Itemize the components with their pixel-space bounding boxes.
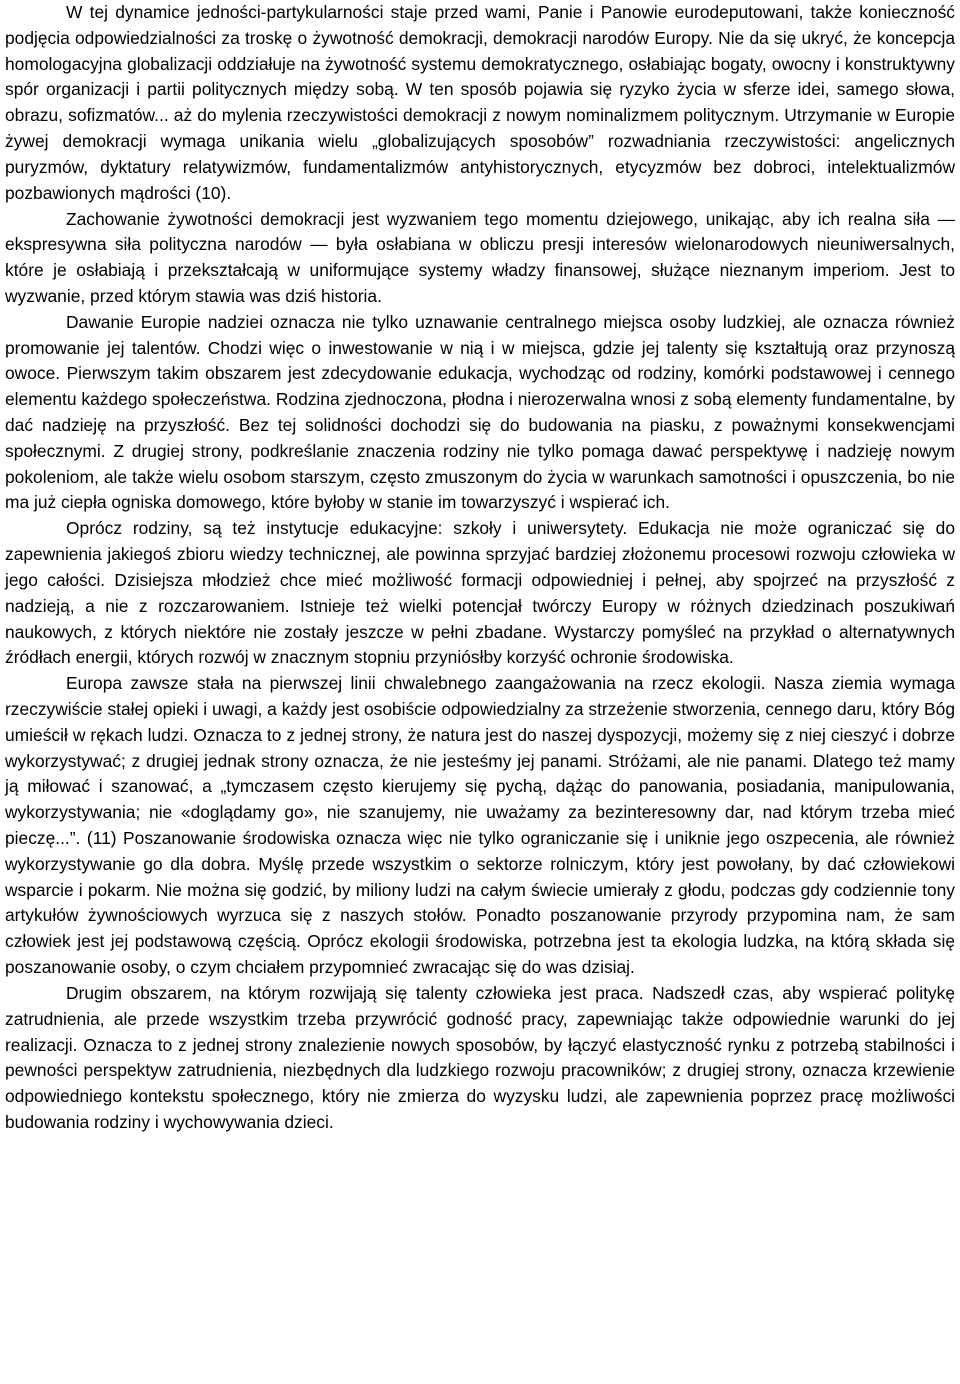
paragraph-2: Zachowanie żywotności demokracji jest wyzwaniem tego momentu dziejowego, unikając, aby ich realna siła — ekspresywna siła polityczna narodów — była osłabiana w obliczu presji interesów wielonarodowych nieuniwersalnych, które je osłabiają i przekształcają w uniformujące systemy władzy finansowej, służące nieznanym imperiom. Jest to wyzwanie, przed którym stawia was dziś historia.	[5, 208, 955, 306]
document-page	[5, 0, 955, 1136]
paragraph-3: Dawanie Europie nadziei oznacza nie tylko uznawanie centralnego miejsca osoby ludzkiej, ale oznacza również promowanie jej talentów. Chodzi więc o inwestowanie w nią i w miejsca, gdzie jej talenty się kształtują oraz przynoszą owoce. Pierwszym takim obszarem jest zdecydowanie edukacja, wychodząc od rodziny, komórki podstawowej i cennego elementu każdego społeczeństwa. Rodzina zjednoczona, płodna i nierozerwalna wnosi z sobą elementy fundamentalne, by dać nadzieję na przyszłość. Bez tej solidności dochodzi się do budowania na piasku, z poważnymi konsekwencjami społecznymi. Z drugiej strony, podkreślanie znaczenia rodziny nie tylko pomaga dawać perspektywę i nadzieję nowym pokoleniom, ale także wielu osobom starszym, często zmuszonym do życia w warunkach samotności i opuszczenia, bo nie ma już ciepła ogniska domowego, które byłoby w stanie im towarzyszyć i wspierać ich.	[5, 311, 955, 513]
paragraph-6: Drugim obszarem, na którym rozwijają się talenty człowieka jest praca. Nadszedł czas, aby wspierać politykę zatrudnienia, ale przede wszystkim trzeba przywrócić godność pracy, zapewniając także odpowiednie warunki do jej realizacji. Oznacza to z jednej strony znalezienie nowych sposobów, by łączyć elastyczność rynku z potrzebą stabilności i pewności perspektyw zatrudnienia, niezbędnych dla ludzkiego rozwoju pracowników; z drugiej strony, oznacza krzewienie odpowiedniego kontekstu społecznego, który nie zmierza do wyzysku ludzi, ale zapewnienia poprzez pracę możliwości budowania rodziny i wychowywania dzieci.	[5, 982, 955, 1132]
paragraph-1: W tej dynamice jedności-partykularności staje przed wami, Panie i Panowie eurodeputowani, także konieczność podjęcia odpowiedzialności za troskę o żywotność demokracji, demokracji narodów Europy. Nie da się ukryć, że koncepcja homologacyjna globalizacji oddziałuje na żywotność systemu demokratycznego, osłabiając bogaty, owocny i konstruktywny spór organizacji i partii politycznych między sobą. W ten sposób pojawia się ryzyko życia w sferze idei, samego słowa, obrazu, sofizmatów... aż do mylenia rzeczywistości demokracji z nowym nominalizmem politycznym. Utrzymanie w Europie żywej demokracji wymaga unikania wielu „globalizujących sposobów” rozwadniania rzeczywistości: angelicznych puryzmów, dyktatury relatywizmów, fundamentalizmów antyhistorycznych, etycyzmów bez dobroci, intelektualizmów pozbawionych mądrości (10).	[5, 2, 955, 203]
paragraph-5: Europa zawsze stała na pierwszej linii chwalebnego zaangażowania na rzecz ekologii. Nasza ziemia wymaga rzeczywiście stałej opieki i uwagi, a każdy jest osobiście odpowiedzialny za strzeżenie stworzenia, cennego daru, który Bóg umieścił w rękach ludzi. Oznacza to z jednej strony, że natura jest do naszej dyspozycji, możemy się z niej cieszyć i dobrze wykorzystywać; z drugiej jednak strony oznacza, że nie jesteśmy jej panami. Stróżami, ale nie panami. Dlatego też mamy ją miłować i szanować, a „tymczasem często kierujemy się pychą, dążąc do panowania, posiadania, manipulowania, wykorzystywania; nie «doglądamy go», nie szanujemy, nie uważamy za bezinteresowny dar, nad którym trzeba mieć pieczę...”. (11) Poszanowanie środowiska oznacza więc nie tylko ograniczanie się i uniknie jego oszpecenia, ale również wykorzystywanie go dla dobra. Myślę przede wszystkim o sektorze rolniczym, który jest powołany, by dać człowiekowi wsparcie i pokarm. Nie można się godzić, by miliony ludzi na całym świecie umierały z głodu, podczas gdy codziennie tony artykułów żywnościowych wyrzuca się z naszych stołów. Ponadto poszanowanie przyrody przypomina nam, że sam człowiek jest jej podstawową częścią. Oprócz ekologii środowiska, potrzebna jest ta ekologia ludzka, na którą składa się poszanowanie osoby, o czym chciałem przypomnieć zwracając się do was dzisiaj.	[5, 673, 955, 978]
paragraph-4: Oprócz rodziny, są też instytucje edukacyjne: szkoły i uniwersytety. Edukacja nie może ograniczać się do zapewnienia jakiegoś zbioru wiedzy technicznej, ale powinna sprzyjać bardziej złożonemu procesowi rozwoju człowieka w jego całości. Dzisiejsza młodzież chce mieć możliwość formacji odpowiedniej i pełnej, aby spojrzeć na przyszłość z nadzieją, a nie z rozczarowaniem. Istnieje też wielki potencjał twórczy Europy w różnych dziedzinach poszukiwań naukowych, z których niektóre nie zostały jeszcze w pełni zbadane. Wystarczy pomyśleć na przykład o alternatywnych źródłach energii, których rozwój w znacznym stopniu przyniósłby korzyść ochronie środowiska.	[5, 518, 955, 668]
